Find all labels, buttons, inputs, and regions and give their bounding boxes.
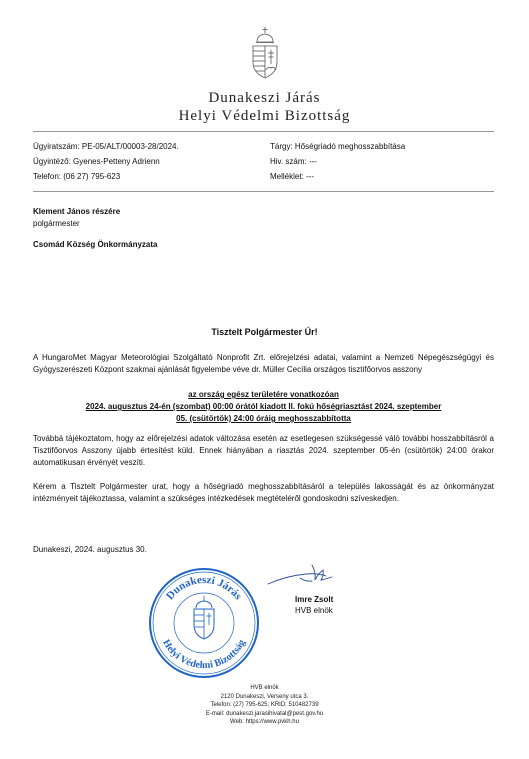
footer-phone: Telefon: (27) 795-625; KRID: 510482739 [210,702,319,709]
case-officer: Ügyintéző: Gyenes-Petteny Adrienn [33,157,160,166]
body-paragraph-1: A HungaroMet Magyar Meteorológiai Szolgáltató Nonprofit Zrt. előrejelzési adatai, valamint a Nemzeti Népegészségügyi és Gyógyszerészeti Központ szakmai ajánlását figyelembe véve dr. Müller Cecília országos tisztifőorvos asszony [33,353,494,374]
signer-title: HVB elnök [295,606,333,615]
notice-line-3: 05. (csütörtök) 24:00 óráig meghosszabbította [176,414,351,423]
date-place: Dunakeszi, 2024. augusztus 30. [33,545,147,554]
org-name-line1: Dunakeszi Járás [208,90,321,106]
org-name-line2: Helyi Védelmi Bizottság [178,108,351,124]
footer-title: HVB elnök [250,685,279,691]
body-paragraph-3: Kérem a Tisztelt Polgármester urat, hogy a hőségriadó meghosszabbításáról a település lakosságát és az önkormányzat intézményeit tájékoztassa, valamint a szükséges intézkedések megtételéről gondoskodni szíveskedjen. [33,482,494,503]
reference-number: Ügyiratszám: PE-05/ALT/00003-28/2024. [33,142,179,151]
reference-block [33,139,179,184]
official-number: Hiv. szám: --- [270,157,317,166]
salutation: Tisztelt Polgármester Úr! [211,327,318,337]
meta-divider [33,191,494,192]
coat-of-arms-icon [250,26,280,82]
signer-name: Imre Zsolt [295,595,334,604]
notice-line-1: az ország egész területére vonatkozóan [188,390,339,399]
addressee-organization: Csomád Község Önkormányzata [33,240,158,249]
addressee-title: polgármester [33,219,80,228]
handwritten-signature [266,562,338,590]
phone: Telefon: (06 27) 795-623 [33,172,121,181]
notice-line-2: 2024. augusztus 24-én (szombat) 00:00 órától kiadott II. fokú hőségriasztást 2024. szeptember [85,402,442,411]
body-paragraph-2: Továbbá tájékoztatom, hogy az előrejelzési adatok változása esetén az esetlegesen szükségessé váló további hosszabbításról a Tisztifőorvos Asszony újabb értesítést küld. Ennek hiányában a riasztás 2024. szeptember 05-én (csütörtök) 24:00 órakor automatikusan érvényét veszíti. [33,434,494,467]
addressee-name: Klement János részére [33,207,121,216]
official-stamp [148,567,260,679]
svg-text:Helyi Védelmi Bizottság: Helyi Védelmi Bizottság [160,637,248,672]
subject-block [270,139,405,184]
highlighted-notice [33,389,494,425]
svg-text:Dunakeszi Járás: Dunakeszi Járás [163,573,245,603]
footer-contact [0,684,529,727]
footer-address: 2120 Dunakeszi, Verseny utca 3. [220,693,309,700]
footer-email: E-mail: dunakeszi.jarasihivatal@pest.gov.hu [205,710,324,717]
subject: Tárgy: Hőségriadó meghosszabbítása [270,142,406,151]
signer-block [295,594,333,616]
addressee-block [33,206,157,251]
header-divider [33,131,494,132]
attachment: Melléklet: --- [270,172,315,181]
footer-web: Web: https://www.pvkh.hu [230,719,299,726]
